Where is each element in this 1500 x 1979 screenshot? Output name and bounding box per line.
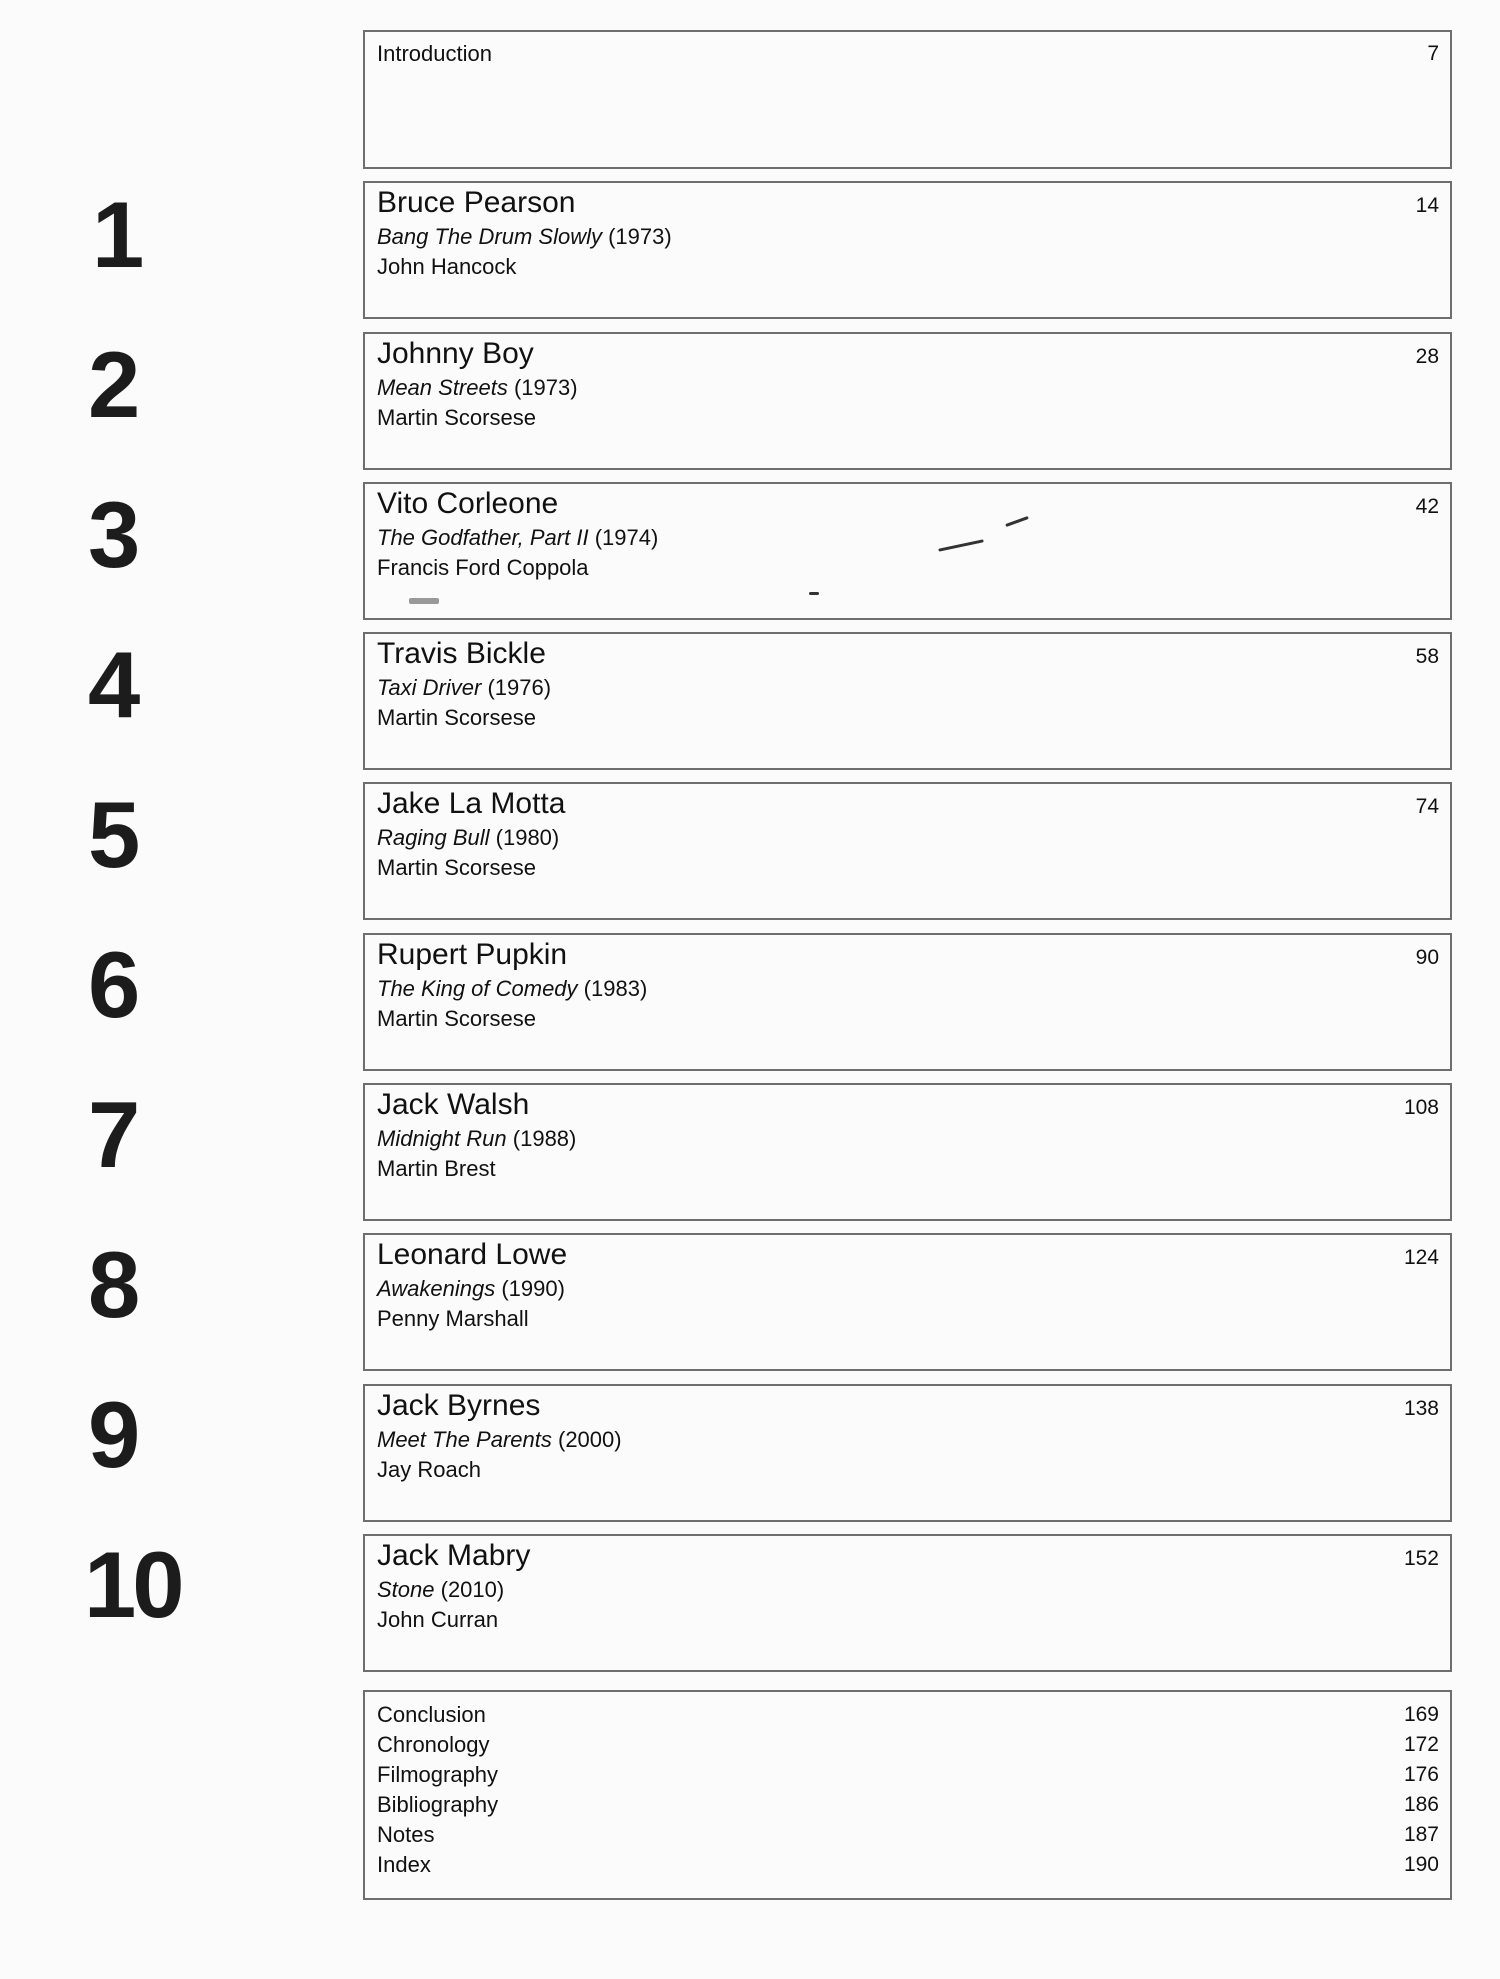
chapter-title: Johnny Boy [377, 337, 534, 370]
chapter-director: Penny Marshall [377, 1306, 529, 1331]
film-title: The Godfather, Part II [377, 525, 589, 550]
chapter-film [377, 674, 551, 702]
chapter-entry-4 [363, 632, 1452, 770]
back-matter-page-number: 187 [1403, 1823, 1439, 1846]
chapter-number-3: 3 [88, 482, 137, 587]
back-matter-box [363, 1690, 1452, 1900]
chapter-entry-2 [363, 332, 1452, 470]
back-matter-list [377, 1700, 1439, 1880]
chapter-number-10: 10 [84, 1532, 181, 1637]
back-matter-page-number: 169 [1403, 1703, 1439, 1726]
film-title: The King of Comedy [377, 976, 578, 1001]
introduction-page-number: 7 [1427, 42, 1439, 65]
film-title: Taxi Driver [377, 675, 482, 700]
chapter-entry-5 [363, 782, 1452, 920]
chapter-page-number: 28 [1415, 345, 1439, 368]
introduction-label: Introduction [377, 41, 492, 66]
chapter-entry-1 [363, 181, 1452, 319]
chapter-title: Jake La Motta [377, 787, 566, 820]
back-matter-label: Index [377, 1852, 431, 1877]
scan-speck [409, 598, 439, 604]
chapter-film [377, 374, 578, 402]
chapter-film [377, 524, 658, 552]
film-title: Raging Bull [377, 825, 490, 850]
back-matter-page-number: 176 [1403, 1763, 1439, 1786]
back-matter-item [377, 1850, 1439, 1880]
chapter-film [377, 1125, 576, 1153]
chapter-film [377, 1275, 565, 1303]
film-year: (1990) [501, 1276, 565, 1301]
chapter-number-7: 7 [88, 1082, 137, 1187]
chapter-entry-8 [363, 1233, 1452, 1371]
film-year: (1983) [583, 976, 648, 1001]
film-year: (1980) [495, 825, 560, 850]
chapter-director: Martin Scorsese [377, 705, 536, 730]
chapter-director: Jay Roach [377, 1457, 481, 1482]
film-title: Stone [377, 1577, 435, 1602]
chapter-page-number: 14 [1415, 194, 1439, 217]
scan-speck [1005, 516, 1029, 527]
chapter-number-1: 1 [92, 182, 141, 287]
chapter-number-2: 2 [88, 332, 137, 437]
chapter-page-number: 138 [1403, 1397, 1439, 1420]
back-matter-label: Filmography [377, 1762, 499, 1787]
film-year: (1976) [487, 675, 552, 700]
film-title: Bang The Drum Slowly [377, 224, 602, 249]
film-year: (2000) [558, 1427, 622, 1452]
back-matter-label: Conclusion [377, 1702, 486, 1727]
chapter-page-number: 152 [1403, 1547, 1439, 1570]
chapter-entry-10 [363, 1534, 1452, 1672]
film-year: (1988) [512, 1126, 577, 1151]
back-matter-item [377, 1760, 1439, 1790]
chapter-page-number: 42 [1415, 495, 1439, 518]
film-title: Mean Streets [377, 375, 508, 400]
back-matter-page-number: 172 [1403, 1733, 1439, 1756]
chapter-title: Rupert Pupkin [377, 938, 568, 971]
scan-speck [809, 592, 819, 595]
chapter-number-4: 4 [88, 632, 137, 737]
chapter-page-number: 108 [1403, 1096, 1439, 1119]
chapter-film [377, 975, 647, 1003]
chapter-title: Bruce Pearson [377, 186, 576, 219]
chapter-director: Martin Scorsese [377, 1006, 536, 1031]
introduction-box [363, 30, 1452, 169]
chapter-title: Travis Bickle [377, 637, 546, 670]
chapter-number-6: 6 [88, 932, 137, 1037]
scan-speck [938, 539, 984, 551]
back-matter-label: Bibliography [377, 1792, 499, 1817]
chapter-entry-3 [363, 482, 1452, 620]
chapter-page-number: 74 [1415, 795, 1439, 818]
chapter-entry-9 [363, 1384, 1452, 1522]
film-year: (2010) [440, 1577, 505, 1602]
chapter-title: Vito Corleone [377, 487, 559, 520]
film-year: (1973) [608, 224, 672, 249]
film-title: Meet The Parents [377, 1427, 552, 1452]
back-matter-label: Notes [377, 1822, 435, 1847]
film-title: Awakenings [377, 1276, 496, 1301]
chapter-director: Martin Scorsese [377, 405, 536, 430]
chapter-page-number: 90 [1415, 946, 1439, 969]
chapter-director: Martin Brest [377, 1156, 496, 1181]
chapter-title: Jack Walsh [377, 1088, 530, 1121]
chapter-number-8: 8 [88, 1232, 137, 1337]
chapter-director: Martin Scorsese [377, 855, 536, 880]
chapter-director: John Hancock [377, 254, 517, 279]
chapter-entry-7 [363, 1083, 1452, 1221]
chapter-title: Jack Byrnes [377, 1389, 541, 1422]
back-matter-label: Chronology [377, 1732, 490, 1757]
film-title: Midnight Run [377, 1126, 507, 1151]
chapter-entry-6 [363, 933, 1452, 1071]
back-matter-item [377, 1790, 1439, 1820]
back-matter-page-number: 186 [1403, 1793, 1439, 1816]
chapter-number-9: 9 [88, 1382, 137, 1487]
chapter-page-number: 58 [1415, 645, 1439, 668]
chapter-page-number: 124 [1403, 1246, 1439, 1269]
chapter-title: Leonard Lowe [377, 1238, 568, 1271]
chapter-director: Francis Ford Coppola [377, 555, 589, 580]
chapter-film [377, 1576, 504, 1604]
chapter-film [377, 223, 672, 251]
chapter-director: John Curran [377, 1607, 499, 1632]
chapter-number-5: 5 [88, 782, 137, 887]
back-matter-item [377, 1820, 1439, 1850]
chapter-title: Jack Mabry [377, 1539, 531, 1572]
chapter-film [377, 1426, 622, 1454]
back-matter-item [377, 1700, 1439, 1730]
film-year: (1973) [513, 375, 578, 400]
film-year: (1974) [594, 525, 659, 550]
chapter-film [377, 824, 559, 852]
back-matter-item [377, 1730, 1439, 1760]
back-matter-page-number: 190 [1403, 1853, 1439, 1876]
